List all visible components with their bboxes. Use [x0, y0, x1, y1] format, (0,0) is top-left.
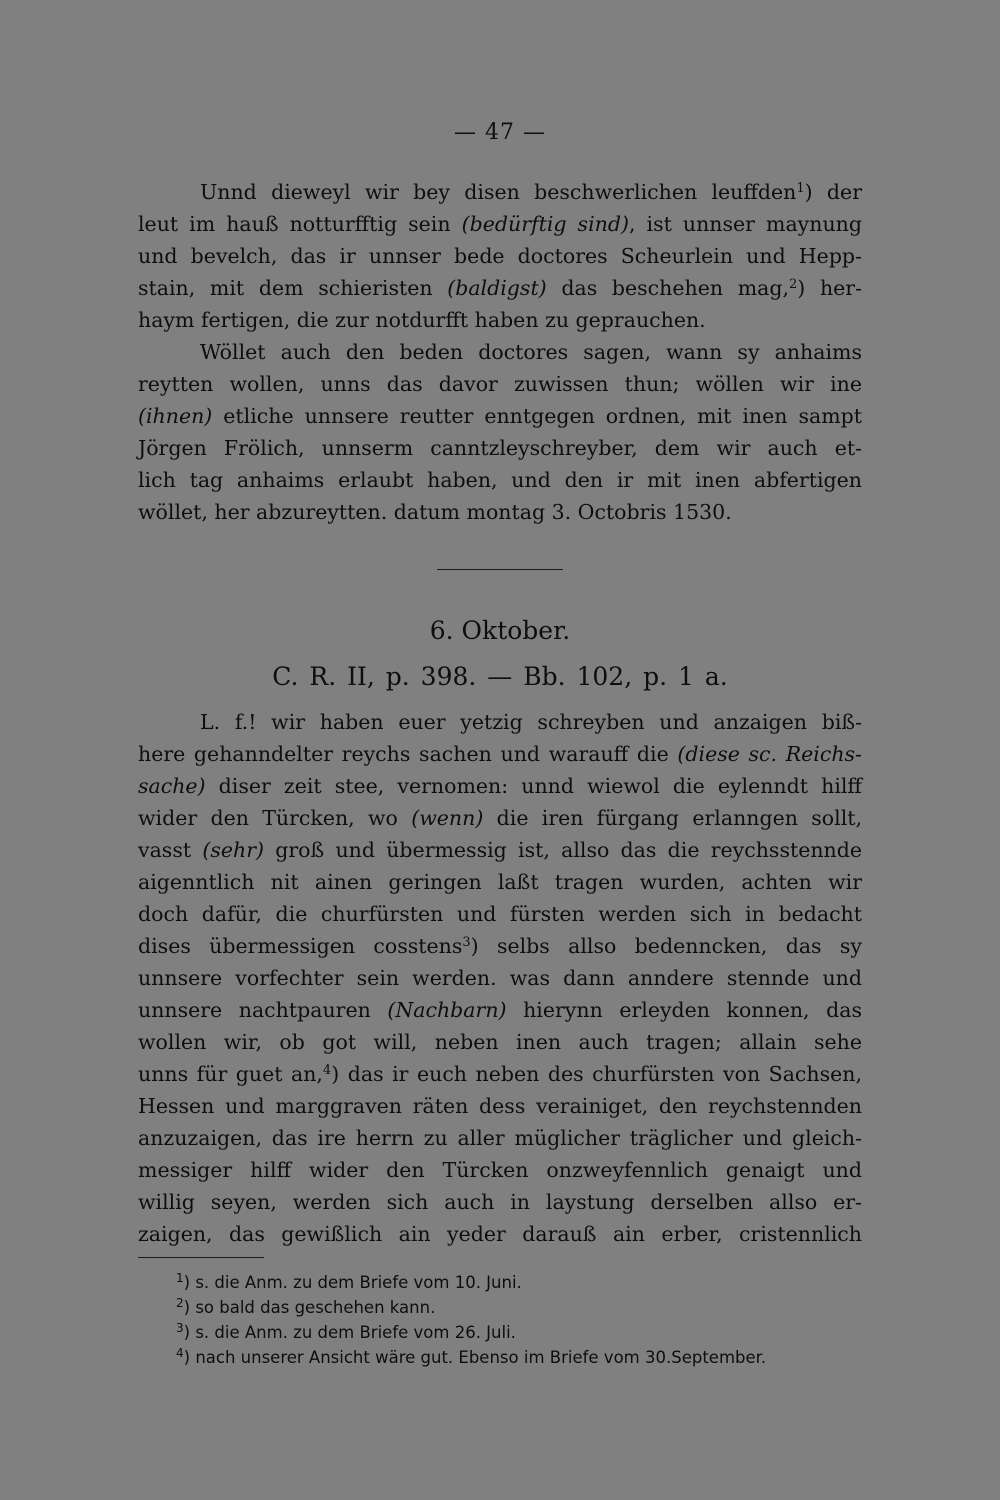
text-run: ) selbs allso bedenncken, das sy — [470, 934, 862, 958]
editorial-gloss: (bedürftig sind) — [461, 212, 629, 236]
editorial-gloss: (diese sc. Reichs- — [677, 742, 862, 766]
text-run: here gehanndelter reychs sachen und warauff die — [138, 742, 678, 766]
text-run: ) der — [804, 180, 862, 204]
text-line: zaigen, das gewißlich ain yeder darauß ain erber, cristennlich — [138, 1222, 862, 1246]
footnotes — [176, 1270, 866, 1370]
text-line: willig seyen, werden sich auch in laystung derselben allso er- — [138, 1190, 862, 1214]
text-run: unns für guet an, — [138, 1062, 323, 1086]
footnote-item — [176, 1320, 866, 1345]
text-run: , ist unnser maynung — [628, 212, 862, 236]
text-run: groß und übermessig ist, allso das die reychsstennde — [264, 838, 862, 862]
letter-source-heading: C. R. II, p. 398. — Bb. 102, p. 1 a. — [272, 662, 728, 691]
footnote-mark: 2 — [176, 1296, 184, 1310]
text-line — [138, 834, 862, 866]
text-run: leut im hauß notturfftig sein — [138, 212, 462, 236]
text-line: doch dafür, die churfürsten und fürsten werden sich in bedacht — [138, 902, 862, 926]
paragraph-3 — [138, 706, 862, 1250]
text-line: reytten wollen, unns das davor zuwissen thun; wöllen wir ine — [138, 372, 862, 396]
text-line: unnsere vorfechter sein werden. was dann anndere stennde und — [138, 966, 862, 990]
footnote-ref: 2 — [789, 277, 798, 292]
footnote-text: ) s. die Anm. zu dem Briefe vom 26. Juli. — [183, 1323, 516, 1342]
editorial-gloss: (sehr) — [202, 838, 264, 862]
section-divider — [437, 569, 563, 570]
text-run: wider den Türcken, wo — [138, 806, 412, 830]
footnote-text: ) nach unserer Ansicht wäre gut. Ebenso im Briefe vom 30.September. — [183, 1348, 767, 1367]
footnote-ref: 1 — [796, 181, 805, 196]
text-line: lich tag anhaims erlaubt haben, und den ir mit inen abfertigen — [138, 468, 862, 492]
letter-date-heading: 6. Oktober. — [429, 616, 571, 645]
paragraph-2 — [138, 336, 862, 528]
footnote-text: ) so bald das geschehen kann. — [183, 1298, 436, 1317]
text-line — [138, 1058, 862, 1090]
text-run: die iren fürgang erlanngen sollt, — [483, 806, 863, 830]
text-run: etliche unnsere reutter enntgegen ordnen, mit inen sampt — [212, 404, 862, 428]
editorial-gloss: (baldigst) — [447, 276, 547, 300]
editorial-gloss: (Nachbarn) — [387, 998, 507, 1022]
editorial-gloss: (wenn) — [411, 806, 484, 830]
text-line: wollen wir, ob got will, neben inen auch tragen; allain sehe — [138, 1030, 862, 1054]
text-line: aigenntlich nit ainen geringen laßt tragen wurden, achten wir — [138, 870, 862, 894]
text-line: L. f.! wir haben euer yetzig schreyben und anzaigen biß- — [200, 710, 862, 734]
page-number: — 47 — — [454, 120, 546, 145]
text-line — [138, 400, 862, 432]
text-run: stain, mit dem schieristen — [138, 276, 448, 300]
footnote-text: ) s. die Anm. zu dem Briefe vom 10. Juni. — [183, 1273, 522, 1292]
text-line: wöllet, her abzureytten. datum montag 3. Octobris 1530. — [138, 500, 732, 524]
text-run: unnsere nachtpauren — [138, 998, 388, 1022]
text-run: das beschehen mag, — [546, 276, 789, 300]
footnote-item — [176, 1345, 866, 1370]
text-line: Jörgen Frölich, unnserm canntzleyschreyber, dem wir auch et- — [138, 436, 862, 460]
paragraph-1 — [138, 176, 862, 336]
text-line — [138, 802, 862, 834]
text-line — [138, 770, 862, 802]
footnote-ref: 4 — [322, 1063, 332, 1078]
text-line — [138, 208, 862, 240]
text-line: und bevelch, das ir unnser bede doctores Scheurlein und Hepp- — [138, 244, 862, 268]
text-run: diser zeit stee, vernomen: unnd wiewol die eylenndt hilff — [205, 774, 862, 798]
footnote-mark: 1 — [176, 1271, 184, 1285]
footnote-divider — [138, 1257, 264, 1258]
text-run: hierynn erleyden konnen, das — [506, 998, 862, 1022]
editorial-gloss: sache) — [138, 774, 206, 798]
text-line — [138, 738, 862, 770]
text-line: messiger hilff wider den Türcken onzweyfennlich genaigt und — [138, 1158, 862, 1182]
text-run: vasst — [138, 838, 203, 862]
text-line: Hessen und marggraven räten dess verainiget, den reychstennden — [138, 1094, 862, 1118]
text-line — [138, 930, 862, 962]
footnote-item — [176, 1295, 866, 1320]
footnote-ref: 3 — [462, 935, 471, 950]
text-run: Unnd dieweyl wir bey disen beschwerlichen leuffden — [200, 180, 797, 204]
footnote-mark: 3 — [176, 1321, 184, 1335]
text-line — [138, 994, 862, 1026]
document-page — [138, 0, 862, 1500]
text-line: Wöllet auch den beden doctores sagen, wann sy anhaims — [200, 340, 862, 364]
text-line — [138, 272, 862, 304]
text-run: ) das ir euch neben des churfürsten von Sachsen, — [331, 1062, 862, 1086]
text-run: dises übermessigen cosstens — [138, 934, 463, 958]
text-line — [138, 176, 862, 208]
text-line: haym fertigen, die zur notdurfft haben zu geprauchen. — [138, 308, 706, 332]
text-line: anzuzaigen, das ire herrn zu aller müglicher träglicher und gleich- — [138, 1126, 862, 1150]
footnote-mark: 4 — [176, 1346, 184, 1360]
text-run: ) her- — [797, 276, 863, 300]
footnote-item — [176, 1270, 866, 1295]
editorial-gloss: (ihnen) — [138, 404, 213, 428]
